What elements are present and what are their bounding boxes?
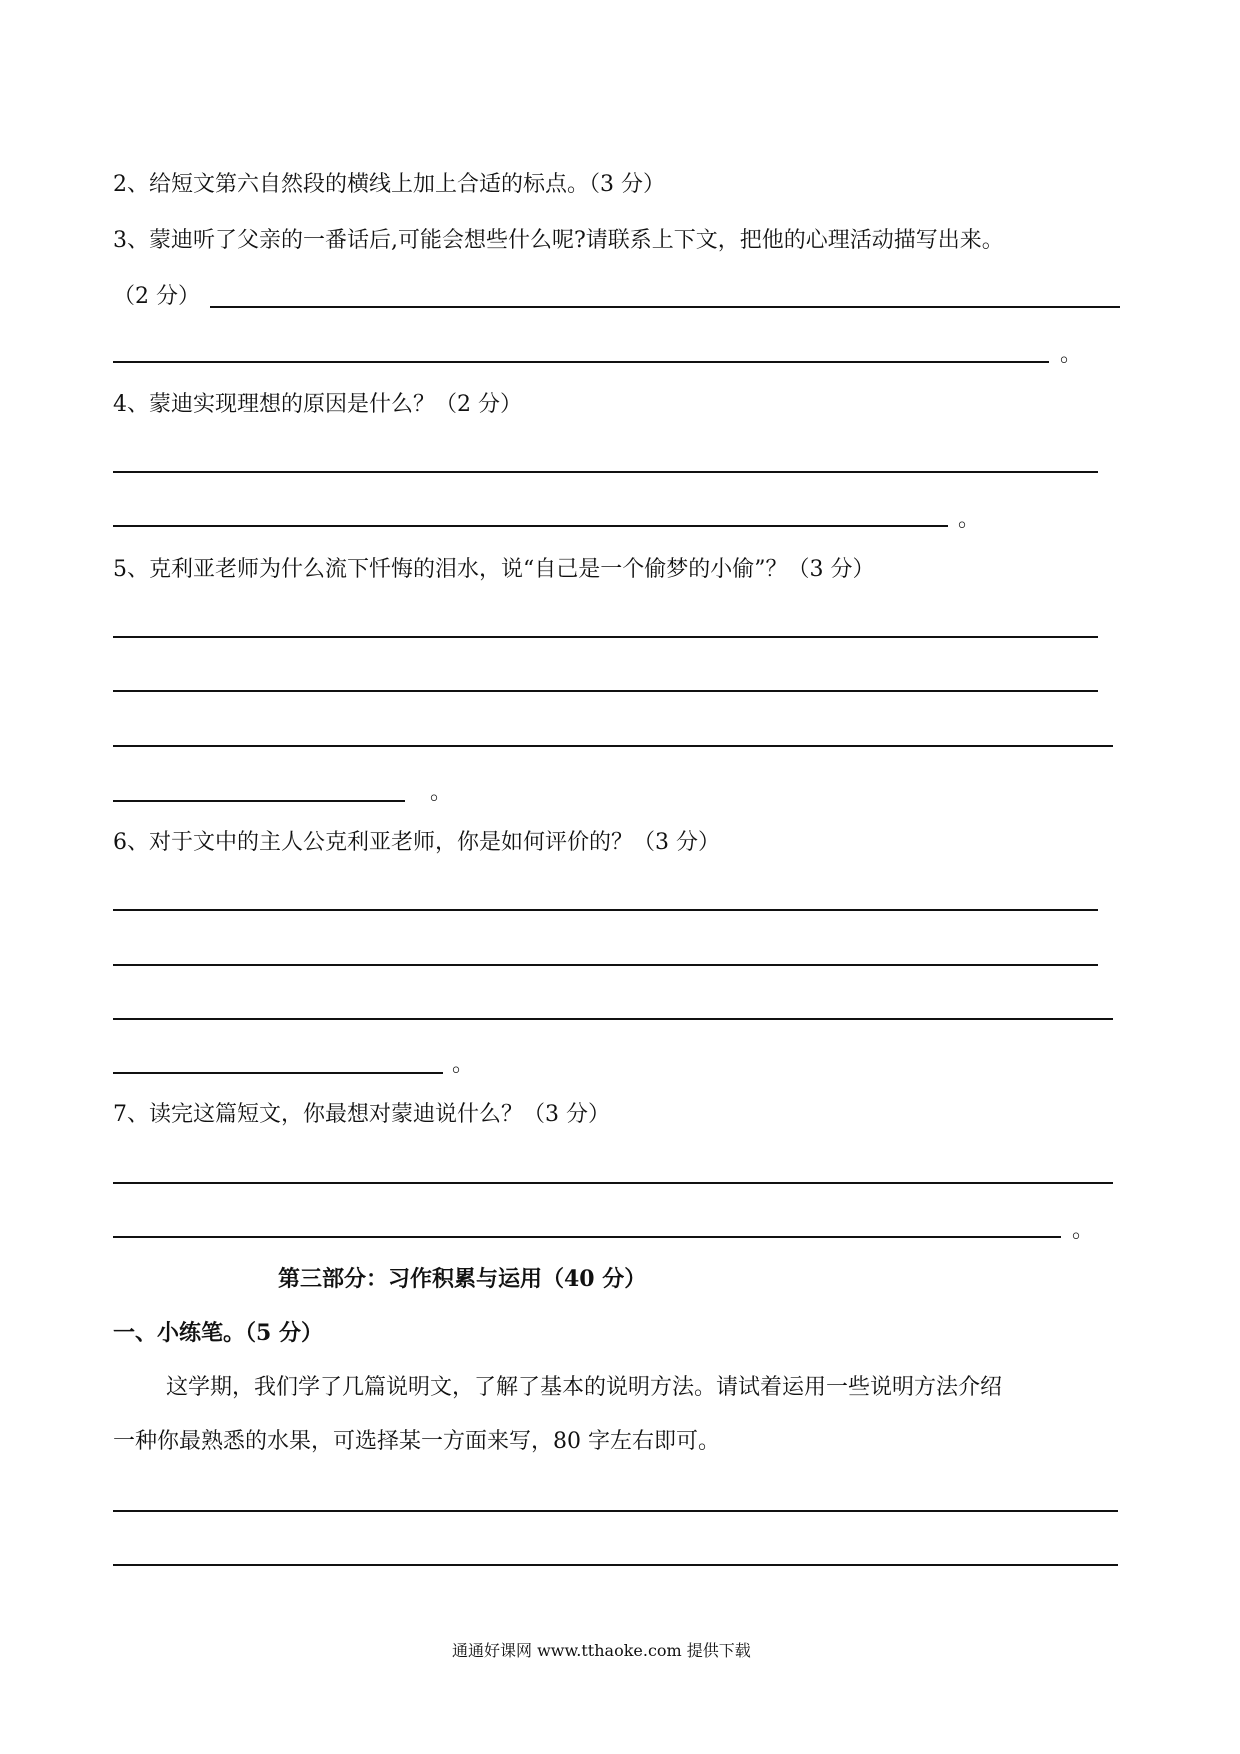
question-4: 4、蒙迪实现理想的原因是什么？（2 分）	[113, 392, 522, 417]
answer-line[interactable]	[113, 1072, 443, 1074]
question-5: 5、克利亚老师为什么流下忏悔的泪水，说“自己是一个偷梦的小偷”？（3 分）	[113, 557, 875, 582]
answer-line[interactable]	[113, 525, 948, 527]
end-period: 。	[1072, 1218, 1095, 1243]
question-2: 2、给短文第六自然段的横线上加上合适的标点。（3 分）	[113, 172, 665, 197]
answer-line[interactable]	[113, 636, 1098, 638]
question-3-score: （2 分）	[113, 284, 200, 309]
footer-credit: 通通好课网 www.tthaoke.com 提供下载	[452, 1641, 751, 1660]
answer-line[interactable]	[113, 800, 405, 802]
end-period: 。	[430, 780, 453, 805]
answer-line[interactable]	[113, 964, 1098, 966]
section-title: 第三部分：习作积累与运用（40 分）	[278, 1266, 647, 1292]
question-7: 7、读完这篇短文，你最想对蒙迪说什么？（3 分）	[113, 1102, 610, 1127]
answer-line[interactable]	[113, 1564, 1118, 1566]
end-period: 。	[1060, 342, 1083, 367]
answer-line[interactable]	[113, 1510, 1118, 1512]
answer-line[interactable]	[113, 745, 1113, 747]
answer-line[interactable]	[113, 1018, 1113, 1020]
part-heading: 一、小练笔。（5 分）	[113, 1320, 323, 1346]
end-period: 。	[958, 507, 981, 532]
question-6: 6、对于文中的主人公克利亚老师，你是如何评价的？（3 分）	[113, 830, 720, 855]
end-period: 。	[452, 1052, 475, 1077]
answer-line[interactable]	[210, 306, 1120, 308]
answer-line[interactable]	[113, 471, 1098, 473]
answer-line[interactable]	[113, 909, 1098, 911]
answer-line[interactable]	[113, 361, 1049, 363]
answer-line[interactable]	[113, 1236, 1061, 1238]
answer-line[interactable]	[113, 1182, 1113, 1184]
instruction-line-1: 这学期，我们学了几篇说明文，了解了基本的说明方法。请试着运用一些说明方法介绍	[166, 1375, 1003, 1400]
question-3: 3、蒙迪听了父亲的一番话后,可能会想些什么呢?请联系上下文，把他的心理活动描写出来。	[113, 228, 1004, 253]
answer-line[interactable]	[113, 690, 1098, 692]
instruction-line-2: 一种你最熟悉的水果，可选择某一方面来写，80 字左右即可。	[113, 1429, 720, 1454]
